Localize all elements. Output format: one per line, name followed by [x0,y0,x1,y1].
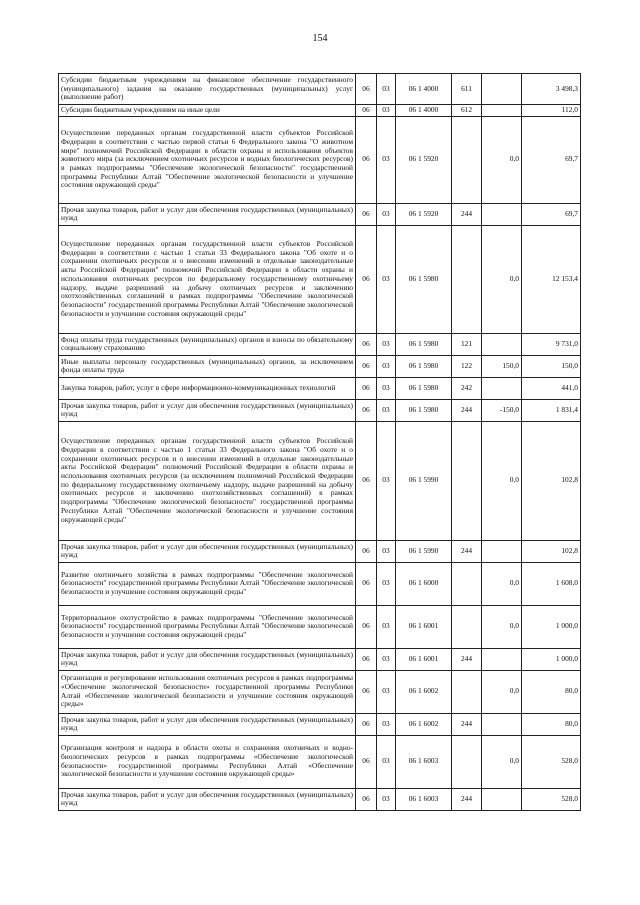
section-code: 06 [356,735,377,788]
section-code: 06 [356,670,377,713]
target-article-code: 06 1 5980 [396,377,452,399]
change-amount: 0,0 [482,562,522,605]
subsection-code: 03 [377,105,396,117]
expense-type-code: 122 [452,355,482,377]
subsection-code: 03 [377,116,396,203]
target-article-code: 06 1 5920 [396,116,452,203]
total-amount: 3 498,3 [522,74,581,105]
expense-type-code [452,562,482,605]
target-article-code: 06 1 5990 [396,540,452,562]
section-code: 06 [356,377,377,399]
total-amount: 1 000,0 [522,605,581,648]
total-amount: 80,0 [522,713,581,735]
row-description: Организация и регулирование использования охотничьих ресурсов в рамках подпрограммы «Обеспечение экологической безопасности» государственной программы Республики Алтай «Обеспечение экологической безопасности и улучшение состояния окружающей среды» [59,670,356,713]
expense-type-code [452,735,482,788]
table-row [59,105,581,117]
table-row [59,377,581,399]
expense-type-code [452,225,482,333]
target-article-code: 06 1 6000 [396,562,452,605]
section-code: 06 [356,562,377,605]
table-row [59,562,581,605]
row-description: Фонд оплаты труда государственных (муниципальных) органов и взносы по обязательному социальному страхованию [59,333,356,355]
target-article-code: 06 1 6002 [396,670,452,713]
subsection-code: 03 [377,225,396,333]
target-article-code: 06 1 6001 [396,605,452,648]
change-amount [482,377,522,399]
row-description: Субсидии бюджетным учреждениям на финансовое обеспечение государственного (муниципального) задания на оказание государственных (муниципальных) услуг (выполнение работ) [59,74,356,105]
total-amount: 1 831,4 [522,399,581,421]
target-article-code: 06 1 5990 [396,421,452,540]
section-code: 06 [356,605,377,648]
section-code: 06 [356,333,377,355]
subsection-code: 03 [377,355,396,377]
section-code: 06 [356,421,377,540]
section-code: 06 [356,788,377,810]
row-description: Прочая закупка товаров, работ и услуг для обеспечения государственных (муниципальных) нужд [59,399,356,421]
row-description: Прочая закупка товаров, работ и услуг для обеспечения государственных (муниципальных) нужд [59,648,356,670]
table-row [59,788,581,810]
subsection-code: 03 [377,713,396,735]
expense-type-code: 244 [452,713,482,735]
expense-type-code [452,116,482,203]
total-amount: 12 153,4 [522,225,581,333]
section-code: 06 [356,74,377,105]
change-amount: 0,0 [482,735,522,788]
subsection-code: 03 [377,399,396,421]
table-row [59,116,581,203]
total-amount: 80,0 [522,670,581,713]
change-amount: 0,0 [482,421,522,540]
expense-type-code: 244 [452,540,482,562]
table-row [59,399,581,421]
total-amount: 102,8 [522,540,581,562]
change-amount [482,203,522,225]
subsection-code: 03 [377,377,396,399]
change-amount [482,74,522,105]
row-description: Прочая закупка товаров, работ и услуг для обеспечения государственных (муниципальных) нужд [59,203,356,225]
row-description: Прочая закупка товаров, работ и услуг для обеспечения государственных (муниципальных) нужд [59,713,356,735]
subsection-code: 03 [377,788,396,810]
target-article-code: 06 1 4000 [396,105,452,117]
total-amount: 1 000,0 [522,648,581,670]
table-row [59,648,581,670]
table-row [59,421,581,540]
expense-type-code: 244 [452,788,482,810]
row-description: Осуществление переданных органам государственной власти субъектов Российской Федерации в соответствии с частью первой статьи 6 Федерального закона "О животном мире" полномочий Российской Федерации в области охраны и использования объектов животного мира (за исключением охотничьих ресурсов и водных биологических ресурсов) в рамках подпрограммы "Обеспечение экологической безопасности" государственной программы Республики Алтай "Обеспечение экологической безопасности и улучшение состояния окружающей среды" [59,116,356,203]
total-amount: 9 731,0 [522,333,581,355]
table-row [59,670,581,713]
target-article-code: 06 1 6001 [396,648,452,670]
change-amount: 150,0 [482,355,522,377]
change-amount: 0,0 [482,116,522,203]
subsection-code: 03 [377,648,396,670]
row-description: Осуществление переданных органам государственной власти субъектов Российской Федерации в соответствии с частью 1 статьи 33 Федерального закона "Об охоте и о сохранении охотничьих ресурсов и о внесении изменений в отдельные законодательные акты Российской Федерации" полномочий Российской Федерации в области охраны и использования охотничьих ресурсов по федеральному государственному охотничьему надзору, выдаче разрешений на добычу охотничьих ресурсов и заключению охотхозяйственных соглашений в рамках подпрограммы "Обеспечение экологической безопасности" государственной программы Республики Алтай "Обеспечение экологической безопасности и улучшение состояния окружающей среды" [59,225,356,333]
total-amount: 441,0 [522,377,581,399]
expense-type-code: 612 [452,105,482,117]
total-amount: 528,0 [522,788,581,810]
section-code: 06 [356,105,377,117]
target-article-code: 06 1 6003 [396,735,452,788]
row-description: Осуществление переданных органам государственной власти субъектов Российской Федерации в соответствии с частью 1 статьи 33 Федерального закона "Об охоте и о сохранении охотничьих ресурсов и о внесении изменений в отдельные законодательные акты Российской Федерации" полномочий Российской Федерации в области охраны и использования охотничьих ресурсов (за исключением полномочий Российской Федерации по федеральному государственному охотничьему надзору, выдаче разрешений на добычу охотничьих ресурсов и заключению охотхозяйственных соглашений) в рамках подпрограммы "Обеспечение экологической безопасности" государственной программы Республики Алтай "Обеспечение экологической безопасности и улучшение состояния окружающей среды" [59,421,356,540]
subsection-code: 03 [377,421,396,540]
expense-type-code: 242 [452,377,482,399]
expense-type-code: 244 [452,399,482,421]
table-row [59,74,581,105]
change-amount [482,333,522,355]
expense-type-code: 244 [452,648,482,670]
row-description: Прочая закупка товаров, работ и услуг для обеспечения государственных (муниципальных) нужд [59,788,356,810]
row-description: Субсидии бюджетным учреждениям на иные цели [59,105,356,117]
change-amount [482,540,522,562]
table-row [59,713,581,735]
page-number: 154 [312,33,328,44]
expense-type-code: 244 [452,203,482,225]
change-amount [482,788,522,810]
total-amount: 69,7 [522,203,581,225]
change-amount [482,713,522,735]
subsection-code: 03 [377,540,396,562]
expense-type-code: 121 [452,333,482,355]
table-row [59,203,581,225]
subsection-code: 03 [377,605,396,648]
table-row [59,540,581,562]
expense-type-code: 611 [452,74,482,105]
target-article-code: 06 1 6003 [396,788,452,810]
subsection-code: 03 [377,74,396,105]
table-row [59,355,581,377]
section-code: 06 [356,203,377,225]
expense-type-code [452,605,482,648]
total-amount: 112,0 [522,105,581,117]
change-amount: 0,0 [482,670,522,713]
section-code: 06 [356,399,377,421]
row-description: Закупка товаров, работ, услуг в сфере информационно-коммуникационных технологий [59,377,356,399]
table-row [59,333,581,355]
subsection-code: 03 [377,562,396,605]
target-article-code: 06 1 5980 [396,225,452,333]
target-article-code: 06 1 4000 [396,74,452,105]
budget-table [58,73,581,811]
subsection-code: 03 [377,333,396,355]
target-article-code: 06 1 5980 [396,333,452,355]
section-code: 06 [356,648,377,670]
expense-type-code [452,421,482,540]
section-code: 06 [356,355,377,377]
target-article-code: 06 1 6002 [396,713,452,735]
subsection-code: 03 [377,670,396,713]
section-code: 06 [356,225,377,333]
change-amount: -150,0 [482,399,522,421]
total-amount: 69,7 [522,116,581,203]
row-description: Территориальное охотустройство в рамках подпрограммы "Обеспечение экологической безопасности" государственной программы Республики Алтай "Обеспечение экологической безопасности и улучшение состояния окружающей среды" [59,605,356,648]
subsection-code: 03 [377,735,396,788]
table-row [59,735,581,788]
total-amount: 102,8 [522,421,581,540]
row-description: Развитие охотничьего хозяйства в рамках подпрограммы "Обеспечение экологической безопасности" государственной программы Республики Алтай "Обеспечение экологической безопасности и улучшение состояния окружающей среды" [59,562,356,605]
row-description: Иные выплаты персоналу государственных (муниципальных) органов, за исключением фонда оплаты труда [59,355,356,377]
change-amount: 0,0 [482,605,522,648]
change-amount: 0,0 [482,225,522,333]
total-amount: 528,0 [522,735,581,788]
change-amount [482,105,522,117]
table-row [59,605,581,648]
subsection-code: 03 [377,203,396,225]
target-article-code: 06 1 5980 [396,399,452,421]
row-description: Прочая закупка товаров, работ и услуг для обеспечения государственных (муниципальных) нужд [59,540,356,562]
total-amount: 150,0 [522,355,581,377]
section-code: 06 [356,540,377,562]
total-amount: 1 608,0 [522,562,581,605]
expense-type-code [452,670,482,713]
section-code: 06 [356,713,377,735]
section-code: 06 [356,116,377,203]
target-article-code: 06 1 5980 [396,355,452,377]
target-article-code: 06 1 5920 [396,203,452,225]
row-description: Организация контроля и надзора в области охоты и сохранения охотничьих и водно-биологических ресурсов в рамках подпрограммы «Обеспечение экологической безопасности» государственной программы Республики Алтай «Обеспечение экологической безопасности и улучшение состояния окружающей среды» [59,735,356,788]
table-row [59,225,581,333]
budget-table-body [59,74,581,811]
change-amount [482,648,522,670]
